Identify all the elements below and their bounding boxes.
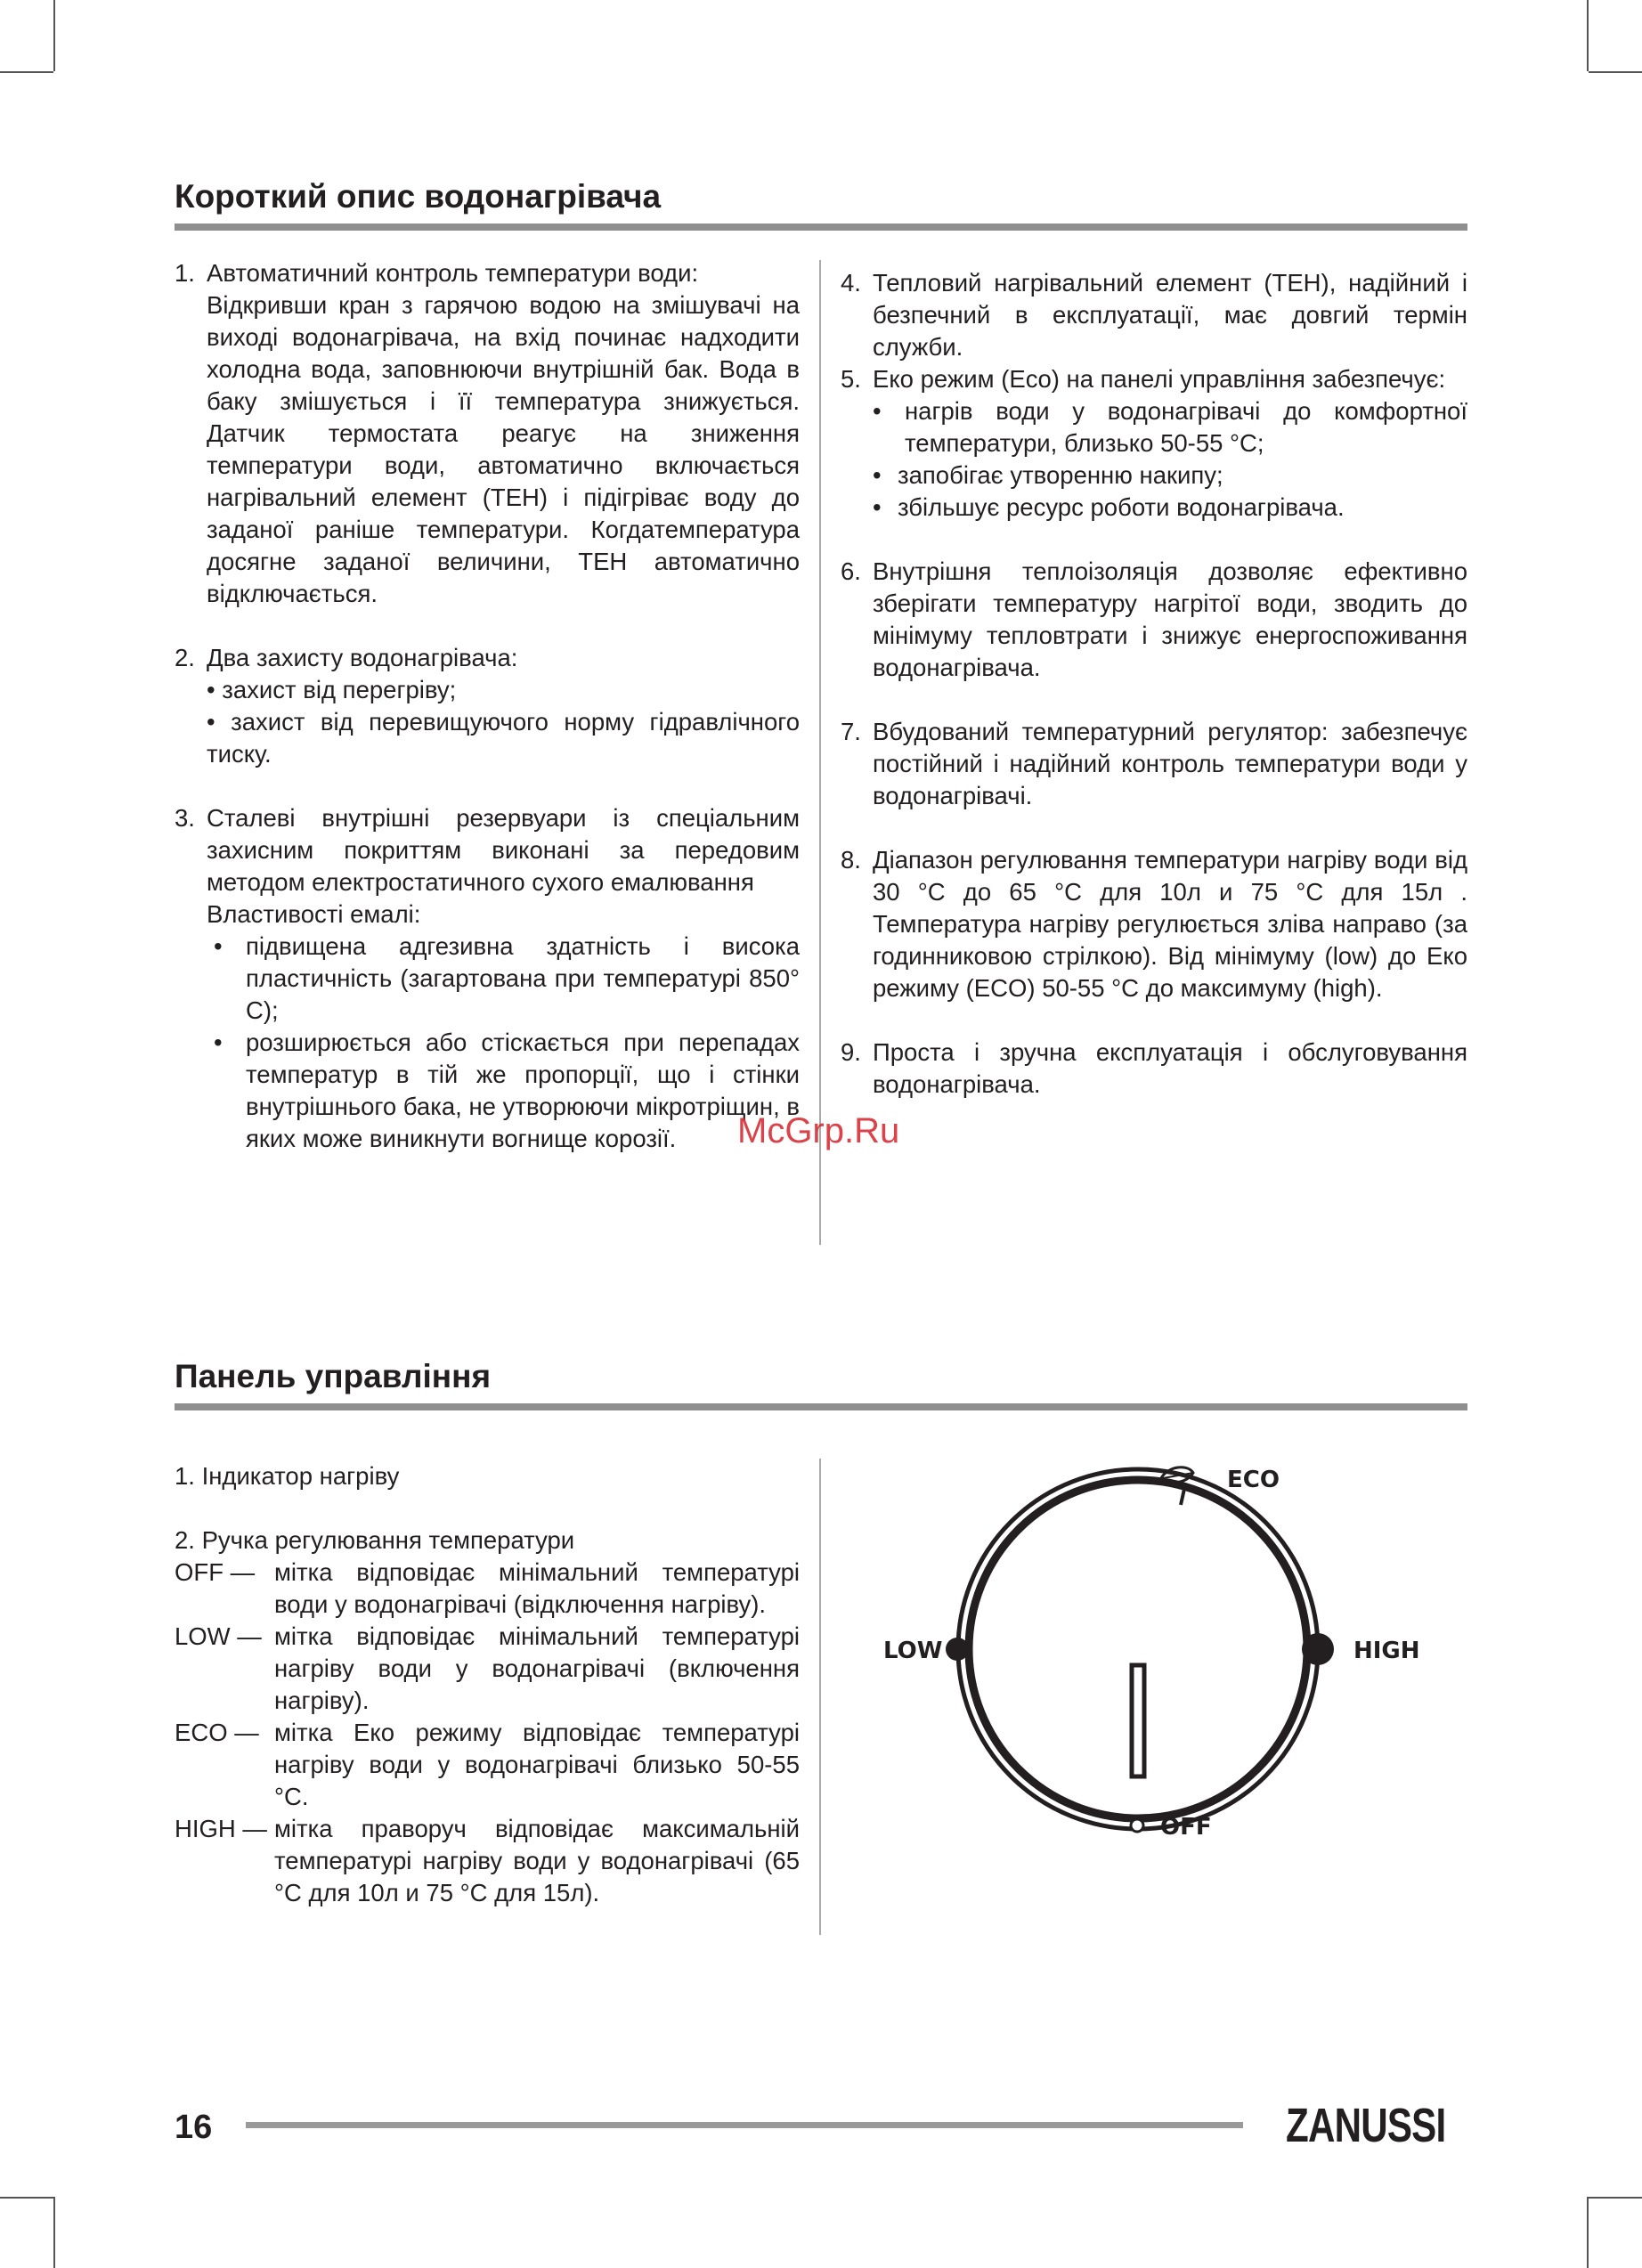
item-text: Сталеві внутрішні резервуари із спеціальним захисним покриттям виконані за передовим методом електростатичного сухого емалювання — [207, 804, 800, 896]
crop-mark — [0, 2197, 53, 2199]
list-bullet: • запобігає утворенню накипу; — [873, 461, 1223, 489]
definition-eco: ECO — мітка Еко режиму відповідає температурі нагріву води у водонагрівачі близько 50-55 °С. — [175, 1719, 800, 1810]
list-item: 5. Еко режим (Eco) на панелі управління забезпечує: — [841, 365, 1446, 393]
panel-item-indicator: 1. Індикатор нагріву — [175, 1462, 400, 1490]
column-divider — [819, 1459, 821, 1935]
item-bullet: • захист від перевищуючого норму гідравлічного тиску. — [207, 708, 800, 768]
definition-low: LOW — мітка відповідає мінімальний температурі нагріву води у водонагрівачі (включення нагріву). — [175, 1622, 800, 1714]
knob-label-low: LOW — [883, 1638, 943, 1664]
item-text: Відкривши кран з гарячою водою на змішувачі на виході водонагрівача, на вхід починає надходити холодна вода, заповнюючи внутрішній бак. Вода в баку змішується і її температура знижується. Датчик термостата реагує на зниження температури води, автоматично включається нагрівальний елемент (ТЕН) і підігріває воду до заданої раніше температури. Когдатемпература досягне заданої величини, ТЕН автоматично відключається. — [207, 291, 800, 607]
item-heading: Автоматичний контроль температури води: — [207, 259, 699, 287]
crop-mark — [1587, 0, 1589, 71]
temperature-knob-diagram — [855, 1451, 1469, 1861]
item-heading: Два захисту водонагрівача: — [207, 644, 518, 671]
description-left-column — [175, 257, 800, 1155]
knob-pointer — [1132, 1665, 1144, 1776]
section-title-control-panel: Панель управління — [175, 1358, 492, 1394]
list-item: 4. Тепловий нагрівальний елемент (ТЕН), надійний і безпечний в експлуатації, має довгий термін служби. — [841, 269, 1467, 361]
knob-label-eco: ECO — [1227, 1467, 1280, 1493]
knob-label-high: HIGH — [1353, 1638, 1420, 1664]
list-item: 7. Вбудований температурний регулятор: забезпечує постійний і надійний контроль температури води у водонагрівачі. — [841, 718, 1467, 809]
list-item: 9. Проста і зручна експлуатація і обслуговування водонагрівача. — [841, 1038, 1467, 1098]
panel-item-knob: 2. Ручка регулювання температури — [175, 1526, 575, 1554]
crop-mark — [1587, 2197, 1589, 2268]
knob-mark-high — [1302, 1633, 1334, 1665]
crop-mark — [53, 0, 55, 71]
section-rule — [175, 1403, 1467, 1410]
crop-mark — [1589, 2197, 1642, 2199]
list-item: 3. Сталеві внутрішні резервуари із спеціальним захисним покриттям виконані за передовим методом електростатичного сухого емалювання Властивості емалі: — [175, 804, 800, 928]
item-subtitle: Властивості емалі: — [207, 900, 421, 928]
list-item: 2. Два захисту водонагрівача: • захист від перегріву; • захист від перевищуючого норму гідравлічного тиску. — [175, 644, 800, 768]
column-divider — [819, 260, 821, 1245]
knob-mark-off — [1131, 1819, 1143, 1832]
list-bullet: • нагрів води у водонагрівачі до комфортної температури, близько 50-55 °С; — [873, 397, 1467, 457]
list-bullet: • розширюється або стіскається при перепадах температур в тій же пропорції, що і стінки внутрішнього бака, не утворюючи мікротріщин, в яких може виникнути вогнище корозії. — [214, 1028, 800, 1152]
definition-high: HIGH — мітка праворуч відповідає максимальній температурі нагріву води у водонагрівачі (65 °С для 10л и 75 °С для 15л). — [175, 1815, 800, 1906]
knob-mark-low — [946, 1638, 969, 1661]
page-number: 16 — [175, 2109, 213, 2146]
section-title-description: Короткий опис водонагрівача — [175, 178, 662, 215]
definition-off: OFF — мітка відповідає мінімальний температурі води у водонагрівачі (відключення нагріву). — [175, 1558, 800, 1618]
item-bullet: • захист від перегріву; — [207, 676, 457, 703]
watermark: McGrp.Ru — [737, 1111, 900, 1150]
list-bullet: • підвищена адгезивна здатність і висока пластичність (загартована при температурі 850° С); — [214, 932, 800, 1024]
crop-mark — [1589, 71, 1642, 73]
section-rule — [175, 224, 1467, 231]
brand-logo: ZANUSSI — [1286, 2099, 1446, 2152]
knob-label-off: OFF — [1160, 1814, 1212, 1841]
list-item: 8. Діапазон регулювання температури нагріву води від 30 °С до 65 °С для 10л и 75 °С для 15л . Температура нагріву регулюється зліва направо (за годинниковою стрілкою). Від мінімуму (low) до Еко режиму (ECO) 50-55 °С до максимуму (high). — [841, 846, 1467, 1002]
control-panel-left-column — [175, 1460, 800, 1909]
list-item: 6. Внутрішня теплоізоляція дозволяє ефективно зберігати температуру нагрітої води, зводить до мінімуму тепловтрати і знижує енергоспоживання водонагрівача. — [841, 557, 1467, 681]
list-bullet: • збільшує ресурс роботи водонагрівача. — [873, 493, 1345, 521]
footer-rule — [246, 2122, 1243, 2128]
crop-mark — [0, 71, 53, 73]
crop-mark — [53, 2197, 55, 2268]
list-item: 1. Автоматичний контроль температури води: Відкривши кран з гарячою водою на змішувачі на виході водонагрівача, на вхід починає надходити холодна вода, заповнюючи внутрішній бак. Вода в баку змішується і її температура знижується. Датчик термостата реагує на зниження температури води, автоматично включається нагрівальний елемент (ТЕН) і підігріває воду до заданої раніше температури. Когдатемпература досягне заданої величини, ТЕН автоматично відключається. — [175, 259, 800, 607]
description-right-column — [841, 267, 1467, 1101]
